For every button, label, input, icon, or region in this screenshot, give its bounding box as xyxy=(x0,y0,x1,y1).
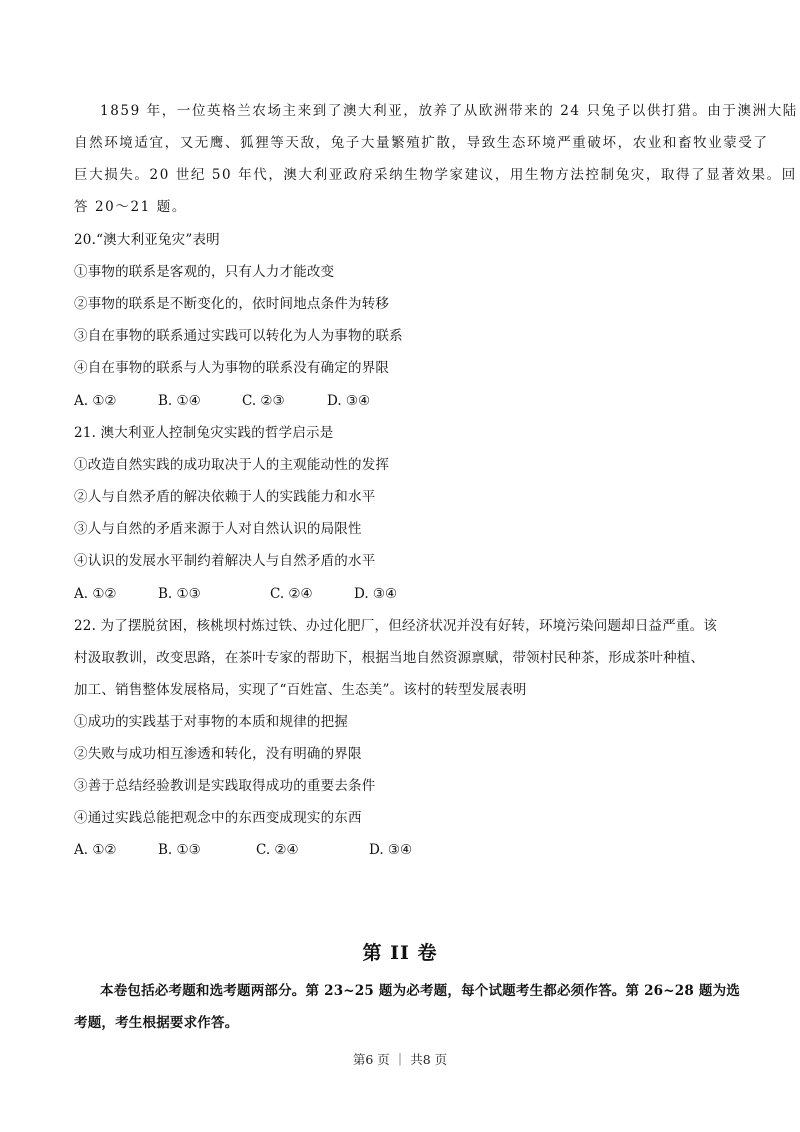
question-21-item: ①改造自然实践的成功取决于人的主观能动性的发挥 xyxy=(74,457,390,473)
option-b: B. ①③ xyxy=(158,842,201,858)
section-instructions: 考题，考生根据要求作答。 xyxy=(74,1015,239,1031)
page-number-footer: 第6 页 ｜ 共8 页 xyxy=(352,1052,448,1067)
option-c: C. ②④ xyxy=(256,842,299,858)
question-20-item: ④自在事物的联系与人为事物的联系没有确定的界限 xyxy=(74,360,390,376)
section-title: 第 II 卷 xyxy=(362,942,438,964)
question-22-item: ③善于总结经验教训是实践取得成功的重要去条件 xyxy=(74,778,376,794)
option-c: C. ②④ xyxy=(270,586,313,602)
question-21-stem: 21. 澳大利亚人控制兔灾实践的哲学启示是 xyxy=(74,425,334,441)
option-b: B. ①④ xyxy=(158,393,201,409)
option-a: A. ①② xyxy=(74,586,117,602)
question-22-item: ②失败与成功相互渗透和转化，没有明确的界限 xyxy=(74,746,362,762)
question-20-item: ②事物的联系是不断变化的，依时间地点条件为转移 xyxy=(74,296,390,312)
passage-line: 1859 年，一位英格兰农场主来到了澳大利亚，放养了从欧洲带来的 24 只兔子以供打猎。由于澳洲大陆 xyxy=(100,103,798,119)
option-b: B. ①③ xyxy=(158,586,201,602)
question-22-item: ①成功的实践基于对事物的本质和规律的把握 xyxy=(74,714,348,730)
section-instructions: 本卷包括必考题和选考题两部分。第 23~25 题为必考题，每个试题考生都必须作答。第 26~28 题为选 xyxy=(100,983,740,999)
option-d: D. ③④ xyxy=(354,586,398,602)
option-c: C. ②③ xyxy=(242,393,285,409)
passage-line: 答 20～21 题。 xyxy=(74,199,187,215)
question-21-item: ③人与自然的矛盾来源于人对自然认识的局限性 xyxy=(74,521,362,537)
option-a: A. ①② xyxy=(74,842,117,858)
option-a: A. ①② xyxy=(74,393,117,409)
question-22-item: ④通过实践总能把观念中的东西变成现实的东西 xyxy=(74,810,362,826)
question-22-stem: 村汲取教训，改变思路，在茶叶专家的帮助下，根据当地自然资源禀赋，带领村民种茶，形成茶叶种植、 xyxy=(74,650,705,666)
question-22-stem: 加工、销售整体发展格局，实现了“百姓富、生态美”。该村的转型发展表明 xyxy=(74,682,527,698)
question-20-item: ①事物的联系是客观的，只有人力才能改变 xyxy=(74,264,335,280)
question-20-item: ③自在事物的联系通过实践可以转化为人为事物的联系 xyxy=(74,328,403,344)
option-d: D. ③④ xyxy=(327,393,371,409)
question-20-stem: 20.“澳大利亚兔灾”表明 xyxy=(74,232,220,248)
option-d: D. ③④ xyxy=(369,842,413,858)
question-21-item: ②人与自然矛盾的解决依赖于人的实践能力和水平 xyxy=(74,489,376,505)
passage-line: 自然环境适宜，又无鹰、狐狸等天敌，兔子大量繁殖扩散，导致生态环境严重破坏，农业和畜牧业蒙受了 xyxy=(74,135,769,151)
question-21-item: ④认识的发展水平制约着解决人与自然矛盾的水平 xyxy=(74,553,376,569)
passage-line: 巨大损失。20 世纪 50 年代，澳大利亚政府采纳生物学家建议，用生物方法控制兔灾，取得了显著效果。回 xyxy=(74,167,797,183)
question-22-stem: 22. 为了摆脱贫困，核桃坝村炼过铁、办过化肥厂，但经济状况并没有好转，环境污染问题却日益严重。该 xyxy=(74,618,718,634)
